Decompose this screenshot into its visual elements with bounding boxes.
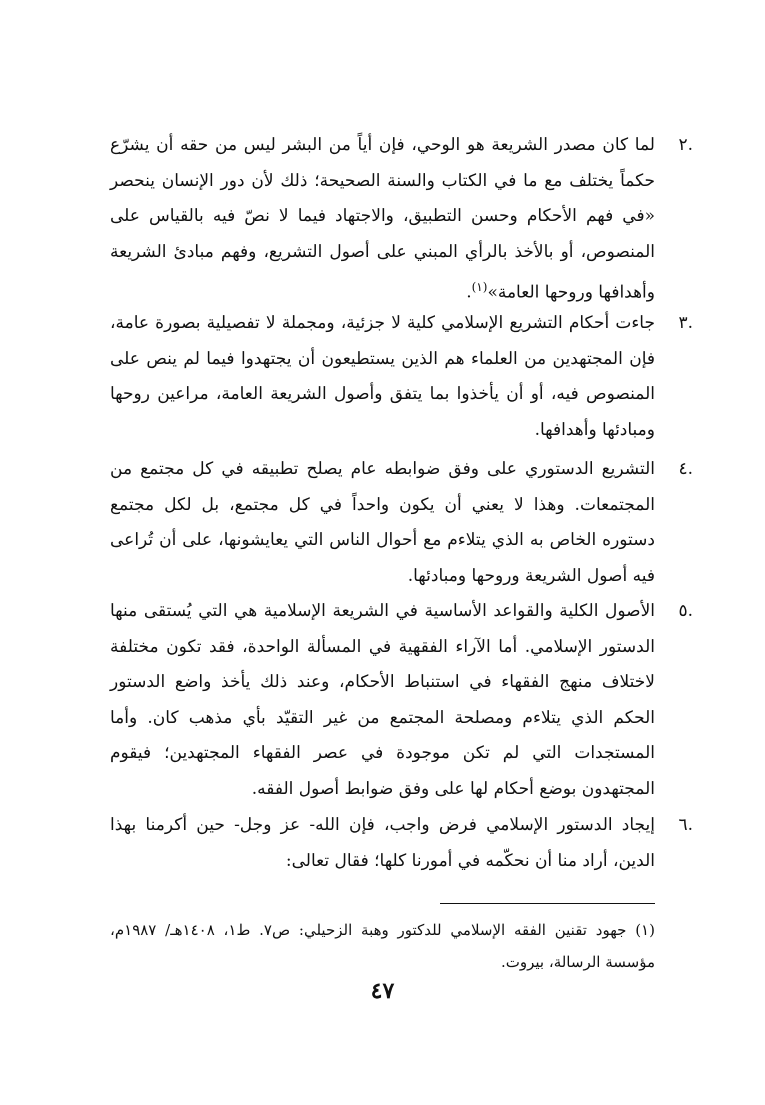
list-item-4 [110, 452, 693, 594]
list-item-text: إيجاد الدستور الإسلامي فرض واجب، فإن الله- عز وجل- حين أكرمنا بهذا الدين، أراد منا أن نحكّمه في أمورنا كلها؛ فقال تعالى: [110, 815, 655, 871]
footnote-separator [440, 903, 655, 904]
list-item-number: ٢. [678, 135, 693, 155]
list-item-text: جاءت أحكام التشريع الإسلامي كلية لا جزئية، ومجملة لا تفصيلية بصورة عامة، فإن المجتهدين من العلماء هم الذين يستطيعون أن يجتهدوا فيما لم ينص على المنصوص فيه، أو أن يأخذوا بما يتفق وأصول الشريعة العامة، مراعين روحها ومبادئها وأهدافها. [110, 313, 655, 440]
list-item-text: الأصول الكلية والقواعد الأساسية في الشريعة الإسلامية هي التي يُستقى منها الدستور الإسلامي. أما الآراء الفقهية في المسألة الواحدة، فقد تكون مختلفة لاختلاف منهج الفقهاء في استنباط الأحكام، وعند ذلك يأخذ واضع الدستور الحكم الذي يتلاءم ومصلحة المجتمع من غير التقيّد بأي مذهب كان. وأما المستجدات التي لم تكن موجودة في عصر الفقهاء المجتهدين؛ فيقوم المجتهدون بوضع أحكام لها على وفق ضوابط أصول الفقه. [110, 601, 655, 799]
page-number: ٤٧ [370, 978, 395, 1004]
sentence-end: . [466, 283, 472, 304]
footnote-text: جهود تقنين الفقه الإسلامي للدكتور وهبة الزحيلي: ص٧. ط١، ١٤٠٨هـ/ ١٩٨٧م، مؤسسة الرسالة، بيروت. [110, 921, 655, 971]
list-item-text: لما كان مصدر الشريعة هو الوحي، فإن أياً من البشر ليس من حقه أن يشرّع حكماً يختلف مع ما في الكتاب والسنة الصحيحة؛ ذلك لأن دور الإنسان ينحصر «في فهم الأحكام وحسن التطبيق، والاجتهاد فيما لا نصّ فيه بالقياس على المنصوص، أو بالأخذ بالرأي المبني على أصول التشريع، وفهم مبادئ الشريعة وأهدافها وروحها العامة» [110, 135, 655, 304]
list-item-3 [110, 306, 693, 448]
footnote-marker: (١) [635, 921, 655, 939]
list-item-number: ٣. [678, 313, 693, 333]
footnote [110, 914, 655, 978]
list-item-text: التشريع الدستوري على وفق ضوابطه عام يصلح تطبيقه في كل مجتمع من المجتمعات. وهذا لا يعني أن يكون واحداً في كل مجتمع، بل لكل مجتمع دستوره الخاص به الذي يتلاءم مع أحوال الناس التي يعايشونها، على أن تُراعى فيه أصول الشريعة وروحها ومبادئها. [110, 459, 655, 586]
list-item-number: ٦. [678, 815, 693, 835]
list-item-2 [110, 128, 693, 312]
list-item-number: ٤. [678, 459, 693, 479]
list-item-5 [110, 594, 693, 808]
footnote-reference[interactable]: (١) [471, 280, 488, 295]
list-item-number: ٥. [678, 601, 693, 621]
list-item-6 [110, 808, 693, 879]
